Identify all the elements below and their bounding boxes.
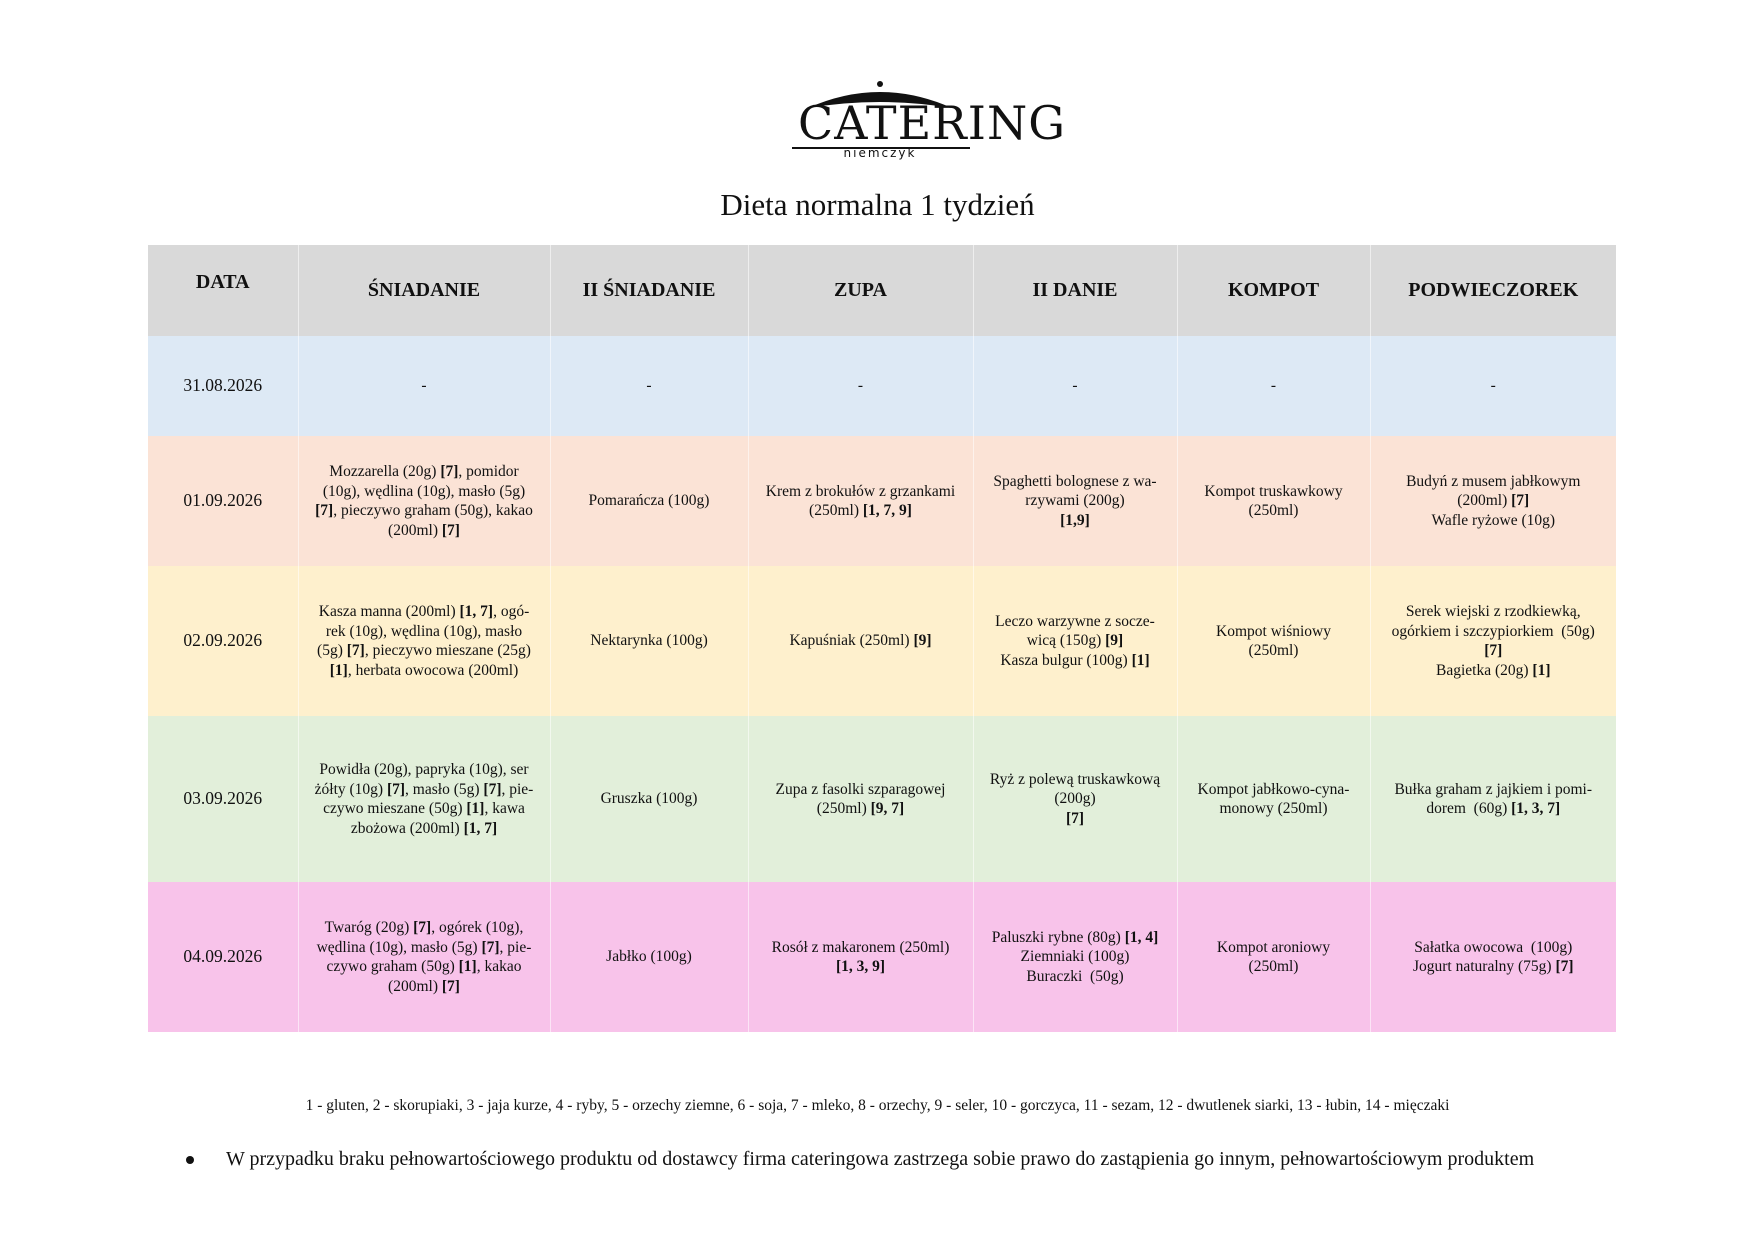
meal-line	[307, 957, 542, 977]
table-row	[148, 566, 1616, 716]
meal-cell	[748, 436, 973, 566]
meal-text: czywo graham (50g)	[326, 958, 459, 975]
meal-text: Nektarynka (100g)	[590, 632, 708, 650]
meal-text: , masło (5g)	[405, 780, 484, 798]
meal-cell	[1177, 566, 1370, 716]
meal-text: ogórkiem i szczypiorkiem (50g)	[1391, 622, 1595, 640]
allergen-code: [7]	[440, 463, 459, 480]
meal-text: , kakao	[476, 958, 522, 975]
meal-text: Kompot jabłkowo-cyna-	[1197, 780, 1350, 798]
catering-logo	[780, 78, 1066, 162]
meal-text: Buraczki (50g)	[1026, 967, 1124, 985]
allergen-code: [7]	[1555, 958, 1574, 975]
meal-line	[982, 651, 1169, 671]
meal-cell	[550, 566, 748, 716]
meal-line	[982, 472, 1169, 492]
meal-line	[1186, 376, 1362, 396]
meal-cell	[1370, 336, 1616, 436]
meal-text: Jabłko (100g)	[606, 948, 692, 966]
meal-line	[307, 918, 542, 938]
meal-cell	[1370, 436, 1616, 566]
table-row	[148, 336, 1616, 436]
meal-text: -	[1072, 377, 1078, 395]
meal-text: zbożowa (200ml)	[350, 819, 464, 837]
allergen-code: [7]	[483, 780, 502, 798]
meal-text: Budyń z musem jabłkowym	[1406, 472, 1581, 490]
meal-text: , ogórek (10g),	[431, 919, 524, 936]
meal-text: , pieczywo graham (50g), kakao	[333, 502, 533, 519]
meal-line	[559, 947, 740, 967]
meal-cell	[298, 882, 550, 1032]
meal-cell	[298, 566, 550, 716]
meal-line	[1379, 472, 1609, 492]
meal-line	[1186, 938, 1362, 958]
date-cell: 02.09.2026	[148, 566, 298, 716]
meal-cell	[973, 716, 1177, 882]
meal-line	[307, 799, 542, 819]
meal-text: (200ml)	[388, 977, 442, 995]
meal-cell	[1370, 716, 1616, 882]
meal-text: Paluszki rybne (80g)	[991, 928, 1125, 946]
table-row	[148, 882, 1616, 1032]
meal-line	[757, 957, 965, 977]
meal-line	[307, 482, 542, 502]
meal-text: Ziemniaki (100g)	[1020, 948, 1130, 966]
meal-line	[1379, 622, 1609, 642]
meal-text: (250ml)	[1248, 958, 1299, 975]
meal-line	[307, 780, 542, 800]
meal-text: -	[1490, 377, 1496, 395]
meal-cell	[748, 882, 973, 1032]
allergen-code: [1]	[329, 661, 348, 679]
meal-line	[1379, 491, 1609, 511]
meal-text: , pomidor	[458, 463, 519, 480]
allergen-code: [7]	[441, 521, 460, 539]
meal-text: -	[857, 377, 864, 395]
meal-text: dorem (60g)	[1426, 800, 1512, 817]
date-cell: 03.09.2026	[148, 716, 298, 882]
meal-text: Bułka graham z jajkiem i pomi-	[1394, 780, 1593, 798]
meal-line	[307, 602, 542, 622]
allergen-code: [9]	[1105, 632, 1124, 650]
meal-text: rek (10g), wędlina (10g), masło	[325, 622, 523, 640]
meal-line	[1379, 661, 1609, 681]
meal-text: , kawa	[484, 800, 525, 817]
meal-line	[307, 376, 542, 396]
meal-line	[982, 789, 1169, 809]
meal-text: Kompot wiśniowy	[1216, 622, 1331, 640]
column-header: DATA	[148, 245, 298, 336]
meal-text: Gruszka (100g)	[600, 790, 698, 808]
meal-cell	[748, 336, 973, 436]
date-cell: 04.09.2026	[148, 882, 298, 1032]
meal-cell	[550, 336, 748, 436]
meal-line	[982, 376, 1169, 396]
allergen-code: [7]	[315, 502, 334, 519]
meal-text: (200ml)	[388, 521, 442, 539]
meal-text: (10g), wędlina (10g), masło (5g)	[322, 482, 526, 500]
meal-text: Kasza manna (200ml)	[318, 603, 460, 620]
meal-line	[307, 819, 542, 839]
allergen-code: [1]	[458, 958, 477, 975]
meal-text: , pie-	[499, 938, 532, 956]
meal-cell	[1177, 882, 1370, 1032]
meal-cell	[550, 882, 748, 1032]
allergen-code: [1, 7]	[463, 819, 498, 837]
diet-table	[148, 245, 1616, 1032]
allergen-code: [9, 7]	[870, 800, 905, 817]
allergen-code: [7]	[346, 642, 365, 659]
date-cell: 01.09.2026	[148, 436, 298, 566]
meal-line	[757, 501, 965, 521]
meal-line	[1379, 799, 1609, 819]
column-header: II DANIE	[973, 245, 1177, 336]
date-cell: 31.08.2026	[148, 336, 298, 436]
meal-text: Kompot truskawkowy	[1204, 482, 1343, 500]
allergen-code: [7]	[1511, 492, 1530, 510]
meal-line	[1379, 938, 1609, 958]
meal-line	[982, 770, 1169, 790]
allergen-code: [7]	[441, 977, 460, 995]
table-header-row	[148, 245, 1616, 336]
table-row	[148, 436, 1616, 566]
meal-text: , herbata owocowa (200ml)	[347, 661, 519, 679]
meal-line	[1186, 482, 1362, 502]
meal-text: czywo mieszane (50g)	[323, 800, 467, 817]
meal-line	[982, 809, 1169, 829]
meal-cell	[973, 336, 1177, 436]
meal-line	[307, 938, 542, 958]
table-row	[148, 716, 1616, 882]
meal-line	[757, 482, 965, 502]
meal-line	[1186, 501, 1362, 521]
allergen-code: [1, 7, 9]	[862, 502, 912, 519]
allergen-code: [7]	[481, 938, 500, 956]
meal-text: Ryż z polewą truskawkową	[989, 770, 1161, 788]
meal-cell	[973, 436, 1177, 566]
meal-text: Sałatka owocowa (100g)	[1414, 938, 1573, 956]
meal-line	[1186, 957, 1362, 977]
meal-text: (250ml)	[809, 502, 863, 519]
allergen-code: [1,9]	[1060, 511, 1090, 529]
meal-cell	[1177, 436, 1370, 566]
meal-line	[559, 376, 740, 396]
meal-text: -	[646, 377, 652, 395]
meal-text: Serek wiejski z rzodkiewką,	[1405, 603, 1581, 620]
meal-line	[757, 938, 965, 958]
logo-wordmark: CATERING	[798, 96, 1066, 150]
meal-line	[982, 947, 1169, 967]
meal-text: Twaróg (20g)	[324, 919, 414, 936]
meal-text: Mozzarella (20g)	[329, 463, 441, 480]
allergen-legend: 1 - gluten, 2 - skorupiaki, 3 - jaja kurze, 4 - ryby, 5 - orzechy ziemne, 6 - soja, 7 - mleko, 8 - orzechy, 9 - seler, 10 - gorczyca, 11 - sezam, 12 - dwutlenek siarki, 13 - łubin, 14 - mięczaki	[305, 1097, 1450, 1114]
meal-text: Rosół z makaronem (250ml)	[771, 938, 950, 956]
meal-cell	[748, 566, 973, 716]
meal-text: wicą (150g)	[1026, 632, 1106, 650]
meal-text: -	[1270, 377, 1277, 395]
meal-line	[1379, 957, 1609, 977]
meal-text: Jogurt naturalny (75g)	[1412, 958, 1556, 975]
meal-line	[1186, 780, 1362, 800]
meal-cell	[298, 436, 550, 566]
meal-text: Leczo warzywne z socze-	[995, 612, 1155, 630]
meal-text: Spaghetti bolognese z wa-	[993, 472, 1157, 490]
meal-line	[307, 977, 542, 997]
meal-text: wędlina (10g), masło (5g)	[316, 938, 482, 956]
meal-text: (200g)	[1054, 790, 1096, 808]
meal-text: Powidła (20g), papryka (10g), ser	[319, 761, 529, 778]
note-text: W przypadku braku pełnowartościowego produktu od dostawcy firma cateringowa zastrzega sobie prawo do zastąpienia go innym, pełnowartościowym produktem	[226, 1148, 1535, 1170]
meal-line	[307, 622, 542, 642]
allergen-code: [7]	[386, 780, 406, 798]
allergen-code: [1]	[466, 800, 485, 817]
meal-line	[757, 376, 965, 396]
meal-line	[307, 661, 542, 681]
meal-line	[757, 631, 965, 651]
meal-text: Pomarańcza (100g)	[588, 492, 710, 510]
meal-cell	[973, 566, 1177, 716]
meal-line	[1379, 780, 1609, 800]
bullet-icon	[186, 1156, 194, 1164]
meal-text: (250ml)	[1248, 642, 1299, 659]
meal-line	[559, 789, 740, 809]
meal-text: , ogó-	[493, 603, 530, 620]
meal-cell	[1370, 566, 1616, 716]
column-header: II ŚNIADANIE	[550, 245, 748, 336]
meal-line	[307, 641, 542, 661]
meal-text: (250ml)	[816, 800, 871, 817]
meal-line	[559, 631, 740, 651]
page-title: Dieta normalna 1 tydzień	[720, 187, 1035, 222]
meal-text: -	[421, 377, 427, 395]
meal-text: (200ml)	[1457, 492, 1512, 510]
meal-line	[982, 928, 1169, 948]
meal-text: żółty (10g)	[314, 780, 387, 798]
column-header: PODWIECZOREK	[1408, 279, 1579, 301]
meal-line	[1379, 376, 1609, 396]
allergen-code: [7]	[1065, 809, 1085, 827]
meal-line	[757, 780, 965, 800]
allergen-code: [1]	[1532, 661, 1551, 679]
meal-line	[559, 491, 740, 511]
allergen-code: [1, 7]	[459, 603, 494, 620]
meal-cell	[298, 716, 550, 882]
meal-line	[982, 612, 1169, 632]
allergen-code: [1, 4]	[1124, 928, 1159, 946]
meal-text: , pie-	[501, 780, 534, 798]
meal-line	[307, 501, 542, 521]
meal-line	[1379, 641, 1609, 661]
column-header: ŚNIADANIE	[298, 245, 550, 336]
meal-text: (250ml)	[1248, 502, 1299, 519]
meal-line	[1186, 622, 1362, 642]
allergen-code: [1]	[1131, 651, 1150, 669]
meal-text: Zupa z fasolki szparagowej	[775, 780, 946, 798]
meal-cell	[973, 882, 1177, 1032]
meal-text: Wafle ryżowe (10g)	[1431, 511, 1556, 529]
substitution-note	[186, 1148, 1534, 1171]
meal-cell	[298, 336, 550, 436]
logo-subtext: niemczyk	[843, 146, 917, 160]
meal-line	[982, 631, 1169, 651]
meal-cell	[1177, 336, 1370, 436]
meal-line	[1379, 511, 1609, 531]
meal-cell	[550, 716, 748, 882]
allergen-code: [1, 3, 9]	[835, 958, 886, 975]
meal-text: (5g)	[317, 642, 347, 659]
meal-text: Kasza bulgur (100g)	[1000, 651, 1132, 669]
meal-text: Kapuśniak (250ml)	[789, 632, 914, 650]
meal-cell	[550, 436, 748, 566]
meal-line	[1186, 641, 1362, 661]
allergen-code: [7]	[1484, 642, 1503, 659]
meal-cell	[1370, 882, 1616, 1032]
allergen-code: [7]	[413, 919, 432, 936]
meal-text: Kompot aroniowy	[1216, 938, 1331, 956]
meal-text: Bagietka (20g)	[1436, 661, 1533, 679]
meal-cell	[748, 716, 973, 882]
meal-text: monowy (250ml)	[1219, 800, 1328, 817]
meal-text: rzywami (200g)	[1025, 492, 1125, 510]
meal-line	[307, 521, 542, 541]
meal-line	[757, 799, 965, 819]
meal-cell	[1177, 716, 1370, 882]
meal-text: , pieczywo mieszane (25g)	[364, 642, 531, 659]
meal-line	[307, 760, 542, 780]
allergen-code: [9]	[913, 632, 932, 650]
meal-line	[1379, 602, 1609, 622]
table-body	[148, 336, 1616, 1032]
meal-line	[982, 511, 1169, 531]
meal-line	[1186, 799, 1362, 819]
allergen-code: [1, 3, 7]	[1511, 800, 1561, 817]
meal-line	[982, 491, 1169, 511]
meal-line	[307, 462, 542, 482]
column-header: KOMPOT	[1177, 245, 1370, 336]
column-header: ZUPA	[748, 245, 973, 336]
meal-text: Krem z brokułów z grzankami	[765, 482, 956, 500]
meal-line	[982, 967, 1169, 987]
